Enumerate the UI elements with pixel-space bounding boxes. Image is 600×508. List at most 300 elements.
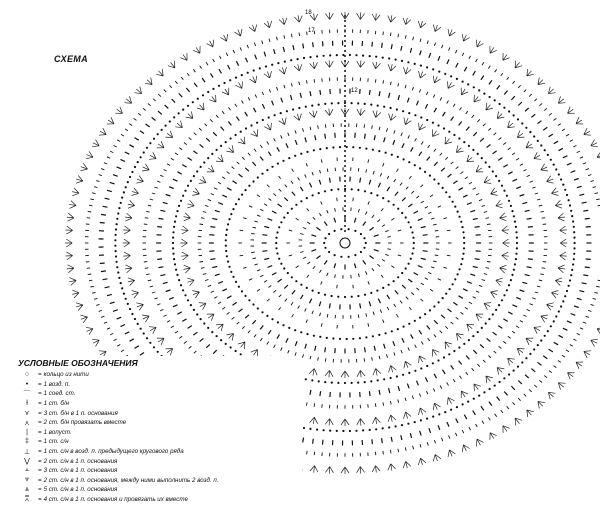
chain-stitch-mark [448,131,450,133]
stitch-mark [117,167,122,169]
stitch-mark [103,279,108,280]
stitch-mark [503,341,506,343]
stitch-mark [150,199,153,200]
shell-stitch-mark [534,327,541,334]
stitch-mark [327,210,328,213]
stitch-mark [268,330,271,334]
legend-text: 1 ст. б/н [44,400,69,407]
shell-stitch-mark [132,291,139,299]
chain-stitch-mark [492,313,494,315]
stitch-mark [539,280,542,281]
legend-item [18,447,298,457]
stitch-mark [370,227,374,230]
chain-stitch-mark [516,242,518,244]
stitch-mark [232,317,235,319]
stitch-mark [125,129,128,131]
stitch-mark [434,108,436,112]
chain-stitch-mark [218,85,220,87]
chain-stitch-mark [376,290,378,292]
shell-stitch-mark [325,370,333,377]
stitch-mark [148,205,151,206]
shell-stitch-mark [72,290,79,298]
chain-stitch-mark [481,327,483,329]
chain-stitch-mark [457,273,459,275]
stitch-mark [507,77,509,80]
chain-stitch-mark [401,60,403,62]
shell-stitch-mark [419,71,427,78]
stitch-mark [210,119,212,122]
stitch-mark [447,59,449,64]
legend-dash: = [38,486,42,493]
shell-stitch-mark [490,433,497,440]
shell-stitch-mark [149,152,156,159]
stitch-mark [216,115,218,118]
stitch-mark [113,310,118,312]
chain-stitch-mark [360,251,362,253]
chain-stitch-mark [442,297,444,299]
chain-stitch-mark [116,261,118,263]
chain-stitch-mark [401,272,403,274]
shell-stitch-mark [502,226,509,234]
legend-text: 1 возд. п. [44,381,70,388]
stitch-mark [532,298,535,299]
chain-stitch-mark [494,385,496,387]
chain-stitch-mark [410,226,412,228]
chain-stitch-mark [544,335,546,337]
chain-stitch-mark [309,56,311,58]
chain-stitch-mark [488,166,490,168]
chain-stitch-mark [344,45,346,47]
chain-stitch-mark [403,326,405,328]
stitch-mark [252,320,255,324]
stitch-mark [588,175,591,176]
chain-stitch-mark [284,61,286,63]
stitch-mark [89,280,92,281]
chain-stitch-mark [547,330,549,332]
stitch-mark [481,76,484,80]
chain-stitch-mark [117,271,119,273]
stitch-mark [577,333,580,335]
stitch-mark [518,398,520,401]
shell-stitch-mark [503,426,510,433]
stitch-mark [527,218,532,219]
stitch-mark [543,356,547,359]
stitch-mark [426,92,428,95]
chain-stitch-mark [529,353,531,355]
chain-stitch-mark [405,216,407,218]
chain-stitch-mark [178,112,180,114]
stitch-mark [508,336,511,338]
stitch-mark [194,83,197,87]
chain-stitch-mark [369,55,371,57]
chain-stitch-mark [305,106,307,108]
stitch-mark [274,49,275,54]
shell-stitch-mark [527,69,534,76]
chain-stitch-mark [564,189,566,191]
chain-stitch-mark [495,175,497,177]
shell-stitch-mark [538,78,545,85]
chain-stitch-mark [349,430,351,432]
stitch-mark [413,446,414,449]
shell-stitch-mark [310,466,318,473]
chain-stitch-mark [516,247,518,249]
chain-stitch-mark [344,130,346,132]
stitch-mark [441,315,445,318]
shell-stitch-mark [433,403,440,410]
stitch-mark [410,48,411,53]
chain-stitch-mark [300,284,302,286]
chain-stitch-mark [344,145,346,147]
shell-stitch-mark [69,278,76,286]
stitch-mark [236,61,238,65]
chain-stitch-mark [452,201,454,203]
chain-stitch-mark [241,74,243,76]
stitch-mark [516,158,519,160]
stitch-mark [96,181,99,182]
shell-stitch-mark [357,109,365,116]
stitch-mark [92,193,95,194]
shell-stitch-mark [517,349,524,356]
chain-stitch-mark [397,156,399,158]
stitch-mark [453,181,457,184]
stitch-mark [129,124,132,126]
stitch-mark [189,138,192,140]
stitch-mark [397,169,399,172]
stitch-mark [467,203,472,205]
chain-stitch-mark [140,328,142,330]
chain-stitch-mark [196,313,198,315]
chain-stitch-mark [271,318,273,320]
stitch-mark [194,351,197,353]
stitch-mark [236,117,239,121]
chain-stitch-mark [506,289,508,291]
stitch-mark [337,285,338,289]
stitch-mark [169,85,171,88]
shell-stitch-mark [486,376,493,383]
shell-stitch-mark [548,87,555,94]
stitch-mark [383,320,384,323]
chain-stitch-mark [319,148,321,150]
chain-stitch-mark [173,116,175,118]
chain-stitch-mark [460,221,462,223]
chain-stitch-mark [388,57,390,59]
stitch-mark [101,271,106,272]
chain-stitch-mark [426,365,428,367]
stitch-mark [469,56,471,59]
shell-stitch-mark [568,107,575,114]
legend-symbol-icon: | [18,429,36,436]
shell-stitch-mark [76,176,83,184]
chain-stitch-mark [426,66,428,68]
stitch-mark [567,321,572,323]
chain-stitch-mark [508,110,510,112]
chain-stitch-mark [570,210,572,212]
shell-stitch-mark [222,88,229,95]
shell-stitch-mark [279,18,287,25]
shell-stitch-mark [357,467,365,474]
stitch-mark [206,344,210,347]
stitch-mark [473,411,476,415]
stitch-mark [121,350,124,352]
chain-stitch-mark [312,194,314,196]
chain-stitch-mark [306,197,308,199]
stitch-mark [573,339,576,341]
stitch-mark [101,316,104,317]
stitch-mark [296,218,299,220]
chain-stitch-mark [463,247,465,249]
stitch-mark [524,394,526,397]
chain-stitch-mark [383,106,385,108]
stitch-mark [523,315,526,317]
stitch-mark [279,307,281,310]
chain-stitch-mark [429,309,431,311]
legend-item [18,495,298,505]
stitch-mark [312,172,313,175]
stitch-mark [427,41,428,44]
stitch-mark [419,152,422,156]
legend-item [18,370,298,380]
chain-stitch-mark [478,89,480,91]
stitch-mark [140,131,144,134]
chain-stitch-mark [313,335,315,337]
stitch-mark [272,211,276,213]
chain-stitch-mark [306,333,308,335]
chain-stitch-mark [207,91,209,93]
stitch-mark [314,79,315,83]
chain-stitch-mark [292,108,294,110]
stitch-mark [409,307,411,310]
chain-stitch-mark [360,233,362,235]
stitch-mark [279,189,282,192]
chain-stitch-mark [180,284,182,286]
chain-stitch-mark [173,258,175,260]
chain-stitch-mark [344,210,346,212]
stitch-mark [449,435,450,438]
stitch-mark [401,46,402,51]
shell-stitch-mark [404,67,412,74]
chain-stitch-mark [461,226,463,228]
stitch-mark [173,305,178,307]
stitch-mark [370,256,374,259]
stitch-mark [488,417,490,420]
stitch-mark [292,192,295,196]
legend-dash: = [38,438,42,445]
shell-stitch-mark [128,278,135,286]
stitch-mark [117,317,122,319]
stitch-mark [267,342,269,345]
chain-stitch-mark [344,90,346,92]
chain-stitch-mark [533,135,535,137]
stitch-mark [125,332,130,334]
stitch-mark [283,47,284,52]
chain-stitch-mark [157,351,159,353]
stitch-mark [416,196,419,198]
stitch-mark [237,322,240,324]
stitch-mark [277,334,280,338]
chain-stitch-mark [288,327,290,329]
stitch-mark [318,357,319,361]
stitch-mark [291,302,293,305]
chain-stitch-mark [295,280,297,282]
chain-stitch-mark [365,148,367,150]
stitch-mark [239,309,243,312]
shell-stitch-mark [309,111,317,118]
stitch-mark [272,273,276,275]
stitch-mark [254,108,256,112]
chain-stitch-mark [407,423,409,425]
chain-stitch-mark [438,71,440,73]
stitch-mark [487,338,491,341]
stitch-mark [419,394,420,397]
chain-stitch-mark [232,208,234,210]
stitch-mark [498,158,502,161]
stitch-mark [516,326,519,328]
stitch-mark [595,193,598,194]
chain-stitch-mark [462,81,464,83]
stitch-mark [387,354,388,357]
stitch-mark [255,221,258,222]
stitch-mark [451,117,454,121]
chain-stitch-mark [235,350,237,352]
stitch-mark [305,344,307,349]
stitch-mark [449,47,450,50]
chain-stitch-mark [336,54,338,56]
stitch-mark [379,127,380,130]
stitch-mark [365,347,366,352]
chain-stitch-mark [131,171,133,173]
legend-dash: = [38,429,42,436]
chain-stitch-mark [125,298,127,300]
stitch-mark [107,157,110,158]
stitch-mark [507,406,509,409]
chain-stitch-mark [235,134,237,136]
stitch-mark [125,152,130,154]
stitch-mark [433,95,435,98]
shell-stitch-mark [474,384,481,391]
stitch-mark [456,419,458,424]
chain-stitch-mark [344,20,346,22]
stitch-mark [411,293,414,295]
chain-stitch-mark [120,202,122,204]
stitch-mark [372,357,373,361]
chain-stitch-mark [456,78,458,80]
chain-stitch-mark [225,245,227,247]
chain-stitch-mark [385,332,387,334]
shell-stitch-mark [209,95,216,102]
chain-stitch-mark [178,205,180,207]
chain-stitch-mark [481,157,483,159]
stitch-mark [138,113,141,115]
chain-stitch-mark [432,362,434,364]
shell-stitch-mark [192,291,199,298]
chain-stitch-mark [365,242,367,244]
stitch-mark [451,322,454,324]
chain-stitch-mark [203,161,205,163]
stitch-mark [268,266,273,268]
stitch-mark [582,202,587,203]
stitch-mark [530,304,533,305]
stitch-mark [395,192,398,196]
chain-stitch-mark [248,185,250,187]
stitch-mark [415,345,417,348]
stitch-mark [518,102,522,106]
chain-stitch-mark [443,127,445,129]
stitch-mark [434,334,436,337]
chain-stitch-mark [388,426,390,428]
chain-stitch-mark [344,160,346,162]
stitch-mark [525,275,530,276]
chain-stitch-mark [344,200,346,202]
stitch-mark [462,430,464,433]
chain-stitch-mark [354,230,356,232]
stitch-mark [480,344,484,347]
stitch-mark [402,143,404,148]
chain-stitch-mark [382,427,384,429]
stitch-mark [313,42,314,47]
chain-stitch-mark [344,30,346,32]
stitch-mark [213,132,217,136]
stitch-mark [227,312,230,314]
stitch-mark [476,424,478,427]
shell-stitch-mark [404,361,411,368]
legend-item [18,456,298,466]
stitch-mark [269,199,272,201]
stitch-mark [497,85,500,89]
chain-stitch-mark [558,310,560,312]
shell-stitch-mark [552,291,559,299]
shell-stitch-mark [418,21,426,28]
stitch-mark [373,171,374,174]
stitch-mark [320,313,321,316]
stitch-mark [262,92,264,95]
chain-stitch-mark [344,102,346,104]
chain-stitch-mark [354,254,356,256]
stitch-mark [310,91,311,96]
chain-stitch-mark [248,299,250,301]
chain-stitch-mark [453,350,455,352]
chain-stitch-mark [433,305,435,307]
stitch-mark [390,33,391,37]
legend-text: 2 ст. б/н провязать вместе [44,419,127,426]
chain-stitch-mark [438,301,440,303]
stitch-mark [364,358,365,362]
stitch-mark [257,289,260,291]
chain-stitch-mark [193,309,195,311]
stitch-mark [268,152,271,156]
stitch-mark [570,140,573,142]
stitch-mark [391,218,394,220]
stitch-mark [398,83,399,86]
stitch-mark [99,175,102,176]
stitch-mark [146,124,150,127]
stitch-mark [563,156,568,158]
stitch-mark [379,91,380,96]
chain-stitch-mark [573,258,575,260]
stitch-mark [527,267,532,268]
chain-stitch-mark [494,99,496,101]
chain-stitch-mark [244,189,246,191]
stitch-mark [114,145,117,147]
shell-stitch-mark [448,81,455,88]
stitch-mark [140,353,144,356]
legend-item [18,389,298,399]
stitch-mark [325,358,326,362]
shell-stitch-mark [584,351,591,358]
shell-stitch-mark [372,13,380,20]
stitch-mark [166,195,171,197]
stitch-mark [319,302,321,307]
stitch-mark [260,157,263,161]
